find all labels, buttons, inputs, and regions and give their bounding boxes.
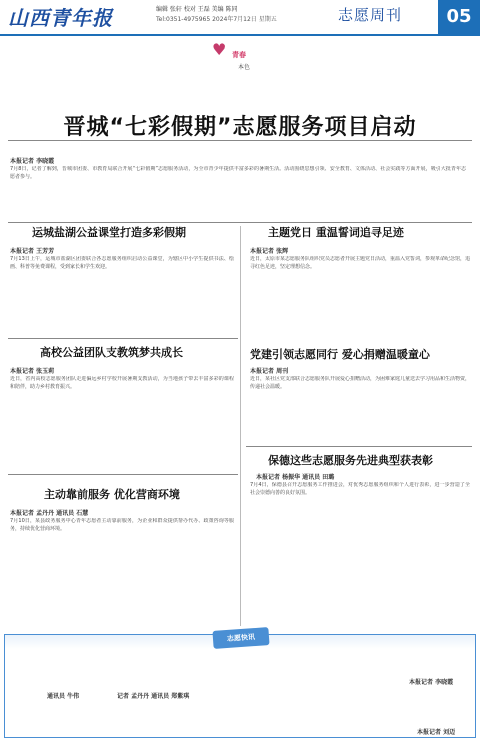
brief-author-1: 本报记者 李晓霞 <box>409 679 454 686</box>
lead-body: 7月8日，记者了解到，晋城市团委、市教育局联合开展“七彩假期”志愿服务活动，为全市青少年提供丰富多彩的暑期生活。活动围绕思想引领、安全教育、文体活动、社会实践等方面开展，吸引大批青年志愿者参与。 <box>10 166 466 180</box>
brief-author-4: 本报记者 刘迈 <box>417 729 456 736</box>
section-rule-4 <box>8 474 238 475</box>
byline-college: 本报记者 张玉莉 <box>10 368 55 375</box>
article-title-party-day: 主题党日 重温誓词追寻足迹 <box>268 226 404 239</box>
article-title-baode: 保德这些志愿服务先进典型获表彰 <box>268 454 433 467</box>
body-service: 7月10日，某县政务服务中心青年志愿者主动靠前服务，为企业和群众提供帮办代办、政策咨询等服务，持续优化营商环境。 <box>10 518 234 532</box>
byline-service: 本报记者 孟丹丹 通讯员 石慧 <box>10 510 89 517</box>
section-rule-1 <box>8 222 472 223</box>
lead-byline: 本报记者 李晓霞 <box>10 158 55 165</box>
main-headline: 晋城“七彩假期”志愿服务项目启动 <box>63 115 417 140</box>
brief-author-2: 通讯员 牛伟 <box>47 693 80 700</box>
article-title-donation: 党建引领志愿同行 爱心捐赠温暖童心 <box>250 348 430 361</box>
header-date: Tel:0351-4975965 2024年7月12日 星期五 <box>156 16 277 23</box>
news-brief-box <box>4 634 476 738</box>
body-baode: 7月4日，保德县召开志愿服务工作推进会，对优秀志愿服务组织和个人进行表彰，进一步营造了全社会崇德向善的良好氛围。 <box>250 482 470 496</box>
news-brief-title: 志愿快讯 <box>212 627 269 649</box>
newspaper-logo: 山西青年报 <box>8 6 113 30</box>
body-donation: 近日，某社区党支部联合志愿服务队开展爱心捐赠活动，为困难家庭儿童送去学习用品和生活物资，传递社会温暖。 <box>250 376 470 390</box>
body-yuncheng: 7月13日上午，运城市盐湖区团委联合各志愿服务组织启动公益课堂，为辖区中小学生提供书法、绘画、科普等免费课程，受到家长和学生欢迎。 <box>10 256 234 270</box>
headline-rule <box>8 140 472 141</box>
byline-donation: 本报记者 周刊 <box>250 368 289 375</box>
article-title-service: 主动靠前服务 优化营商环境 <box>44 488 180 501</box>
badge-text-1: 青春 <box>232 51 246 59</box>
byline-yuncheng: 本报记者 王芳芳 <box>10 248 55 255</box>
heart-icon: ♥ <box>212 40 227 59</box>
byline-baode: 本报记者 杨振华 通讯员 田璐 <box>256 474 335 481</box>
column-title: 志愿周刊 <box>338 6 403 24</box>
section-rule-2 <box>8 338 238 339</box>
section-rule-3 <box>246 446 472 447</box>
youth-badge <box>212 38 272 74</box>
byline-party-day: 本报记者 张辉 <box>250 248 289 255</box>
brief-author-3: 记者 孟丹丹 通讯员 郑紫琪 <box>117 693 190 700</box>
page-header <box>0 0 480 36</box>
body-party-day: 近日，太原市某志愿服务队组织党员志愿者开展主题党日活动，重温入党誓词，参观革命纪念馆，追寻红色足迹，坚定理想信念。 <box>250 256 470 270</box>
body-college: 近日，省内高校志愿服务团队走进偏远乡村学校开展暑期支教活动，为当地孩子带去丰富多彩的课程和陪伴，助力乡村教育振兴。 <box>10 376 234 390</box>
article-title-yuncheng: 运城盐湖公益课堂打造多彩假期 <box>32 226 186 239</box>
header-editors: 编辑 张轩 校对 王磊 美编 陈同 <box>156 6 238 13</box>
page-number: 05 <box>438 0 480 34</box>
center-divider <box>240 226 241 626</box>
header-meta <box>156 5 277 25</box>
badge-text-2: 本色 <box>238 64 251 71</box>
article-title-college: 高校公益团队支教筑梦共成长 <box>40 346 183 359</box>
